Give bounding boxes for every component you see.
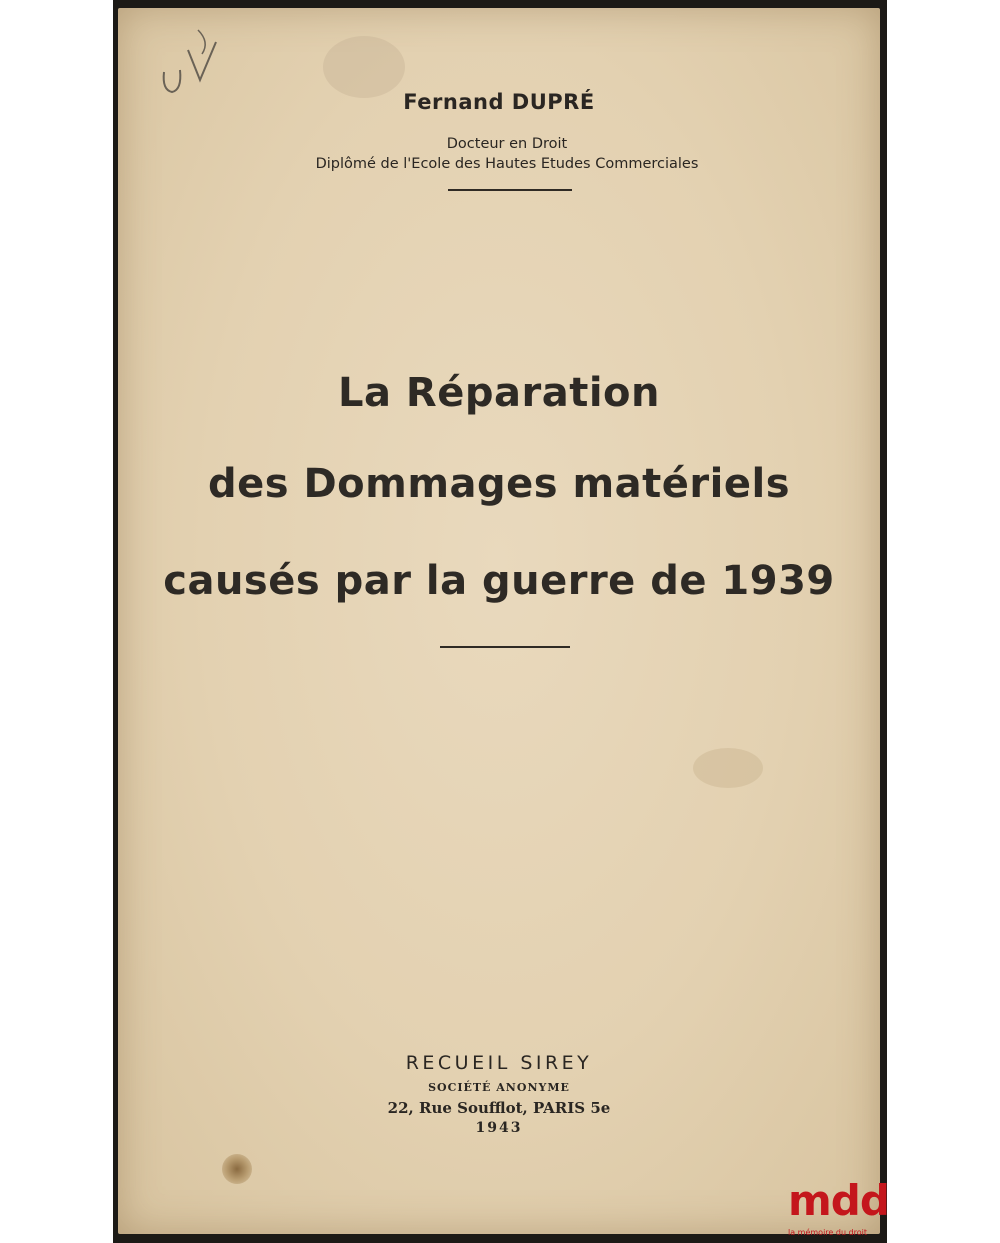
publication-year: 1943	[475, 1120, 523, 1136]
mdd-watermark-logo	[788, 1176, 888, 1236]
logo-text: mdd	[788, 1176, 889, 1225]
publisher-detail: SOCIÉTÉ ANONYME	[428, 1081, 570, 1094]
book-title-line: des Dommages matériels	[207, 461, 791, 507]
book-title-line: La Réparation	[338, 370, 660, 416]
book-title-line: causés par la guerre de 1939	[163, 558, 835, 604]
publisher-address: 22, Rue Soufflot, PARIS 5e	[387, 1099, 611, 1117]
pencil-annotation-icon	[158, 24, 228, 100]
logo-tagline: la mémoire du droit	[788, 1228, 868, 1237]
divider-rule	[448, 189, 572, 191]
book-cover	[118, 8, 880, 1234]
author-name: Fernand DUPRÉ	[403, 90, 595, 114]
paper-stain	[222, 1154, 252, 1184]
paper-stain	[323, 36, 405, 98]
divider-rule	[440, 646, 570, 648]
author-credential: Docteur en Droit	[446, 136, 568, 152]
paper-stain	[693, 748, 763, 788]
author-credential: Diplômé de l'Ecole des Hautes Etudes Commerciales	[315, 156, 699, 172]
publisher-name: RECUEIL SIREY	[405, 1052, 593, 1074]
